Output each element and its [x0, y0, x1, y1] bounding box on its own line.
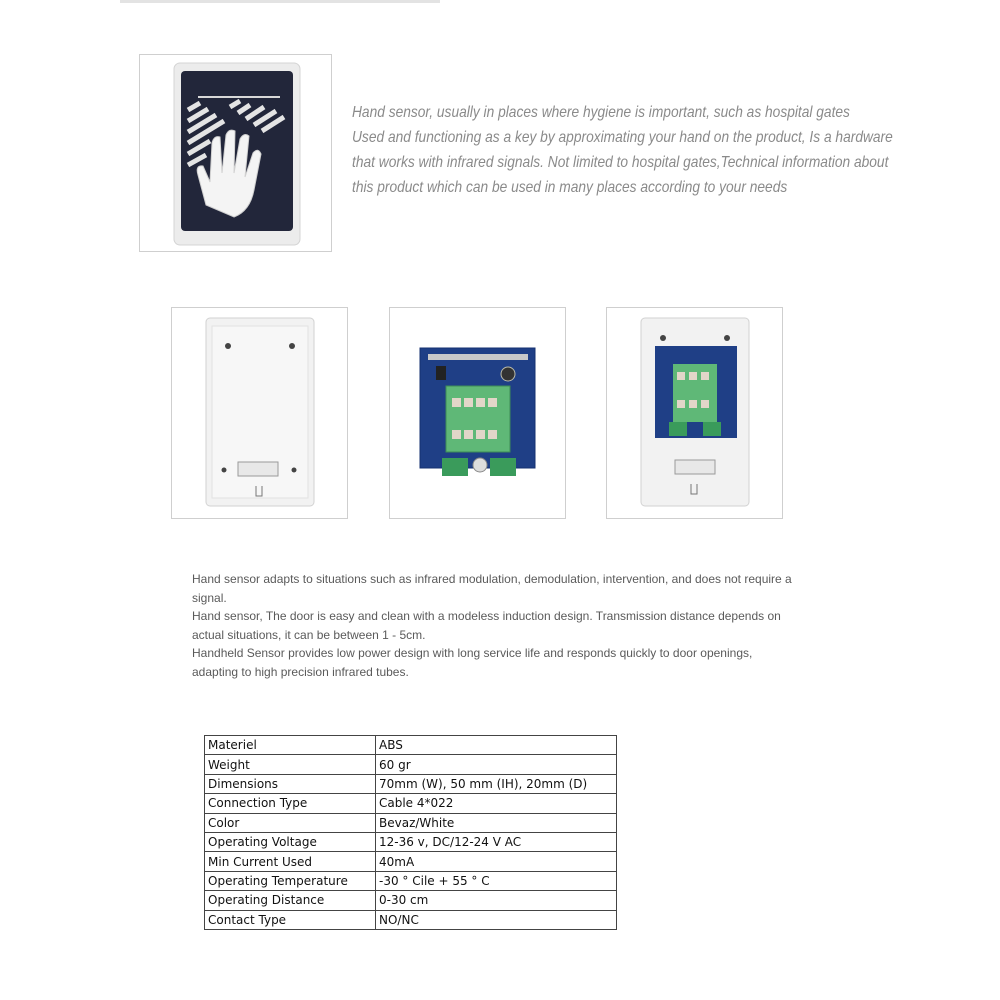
table-row — [205, 794, 617, 813]
description-paragraph: Hand sensor, The door is easy and clean with a modeless induction design. Transmission distance depends on actual situations, it can be between 1 - 5cm. — [192, 609, 781, 642]
spec-label: Operating Distance — [205, 891, 376, 910]
spec-value: 40mA — [376, 852, 617, 871]
intro-line: that works with infrared signals. Not limited to hospital gates,Technical information about — [352, 154, 889, 171]
spec-label: Contact Type — [205, 910, 376, 929]
spec-label: Materiel — [205, 736, 376, 755]
spec-value: Cable 4*022 — [376, 794, 617, 813]
intro-line: Used and functioning as a key by approximating your hand on the product, Is a hardware — [352, 129, 893, 146]
product-image-assembled — [606, 307, 783, 519]
spec-value: 0-30 cm — [376, 891, 617, 910]
spec-value: -30 ° Cile + 55 ° C — [376, 871, 617, 890]
table-row — [205, 910, 617, 929]
spec-label: Dimensions — [205, 774, 376, 793]
table-row — [205, 813, 617, 832]
spec-value: 70mm (W), 50 mm (IH), 20mm (D) — [376, 774, 617, 793]
description-paragraph: Handheld Sensor provides low power design with long service life and responds quickly to door openings, adapting to high precision infrared tubes. — [192, 646, 753, 679]
spec-label: Operating Temperature — [205, 871, 376, 890]
table-row — [205, 755, 617, 774]
spec-value: ABS — [376, 736, 617, 755]
spec-value: 60 gr — [376, 755, 617, 774]
spec-value: NO/NC — [376, 910, 617, 929]
product-image-circuit-board — [389, 307, 566, 519]
spec-value: Bevaz/White — [376, 813, 617, 832]
table-row — [205, 736, 617, 755]
top-divider — [120, 0, 440, 3]
description-paragraph: Hand sensor adapts to situations such as infrared modulation, demodulation, intervention, and does not require a signal. — [192, 572, 792, 605]
intro-text — [352, 100, 893, 200]
table-row — [205, 852, 617, 871]
spec-label: Weight — [205, 755, 376, 774]
spec-label: Operating Voltage — [205, 832, 376, 851]
product-image-front — [139, 54, 332, 252]
spec-value: 12-36 v, DC/12-24 V AC — [376, 832, 617, 851]
table-row — [205, 774, 617, 793]
product-image-back — [171, 307, 348, 519]
description-text — [192, 570, 792, 681]
spec-label: Color — [205, 813, 376, 832]
table-row — [205, 891, 617, 910]
table-row — [205, 832, 617, 851]
spec-label: Connection Type — [205, 794, 376, 813]
intro-line: this product which can be used in many places according to your needs — [352, 179, 788, 196]
intro-line: Hand sensor, usually in places where hygiene is important, such as hospital gates — [352, 104, 850, 121]
specs-table — [204, 735, 617, 930]
spec-label: Min Current Used — [205, 852, 376, 871]
table-row — [205, 871, 617, 890]
